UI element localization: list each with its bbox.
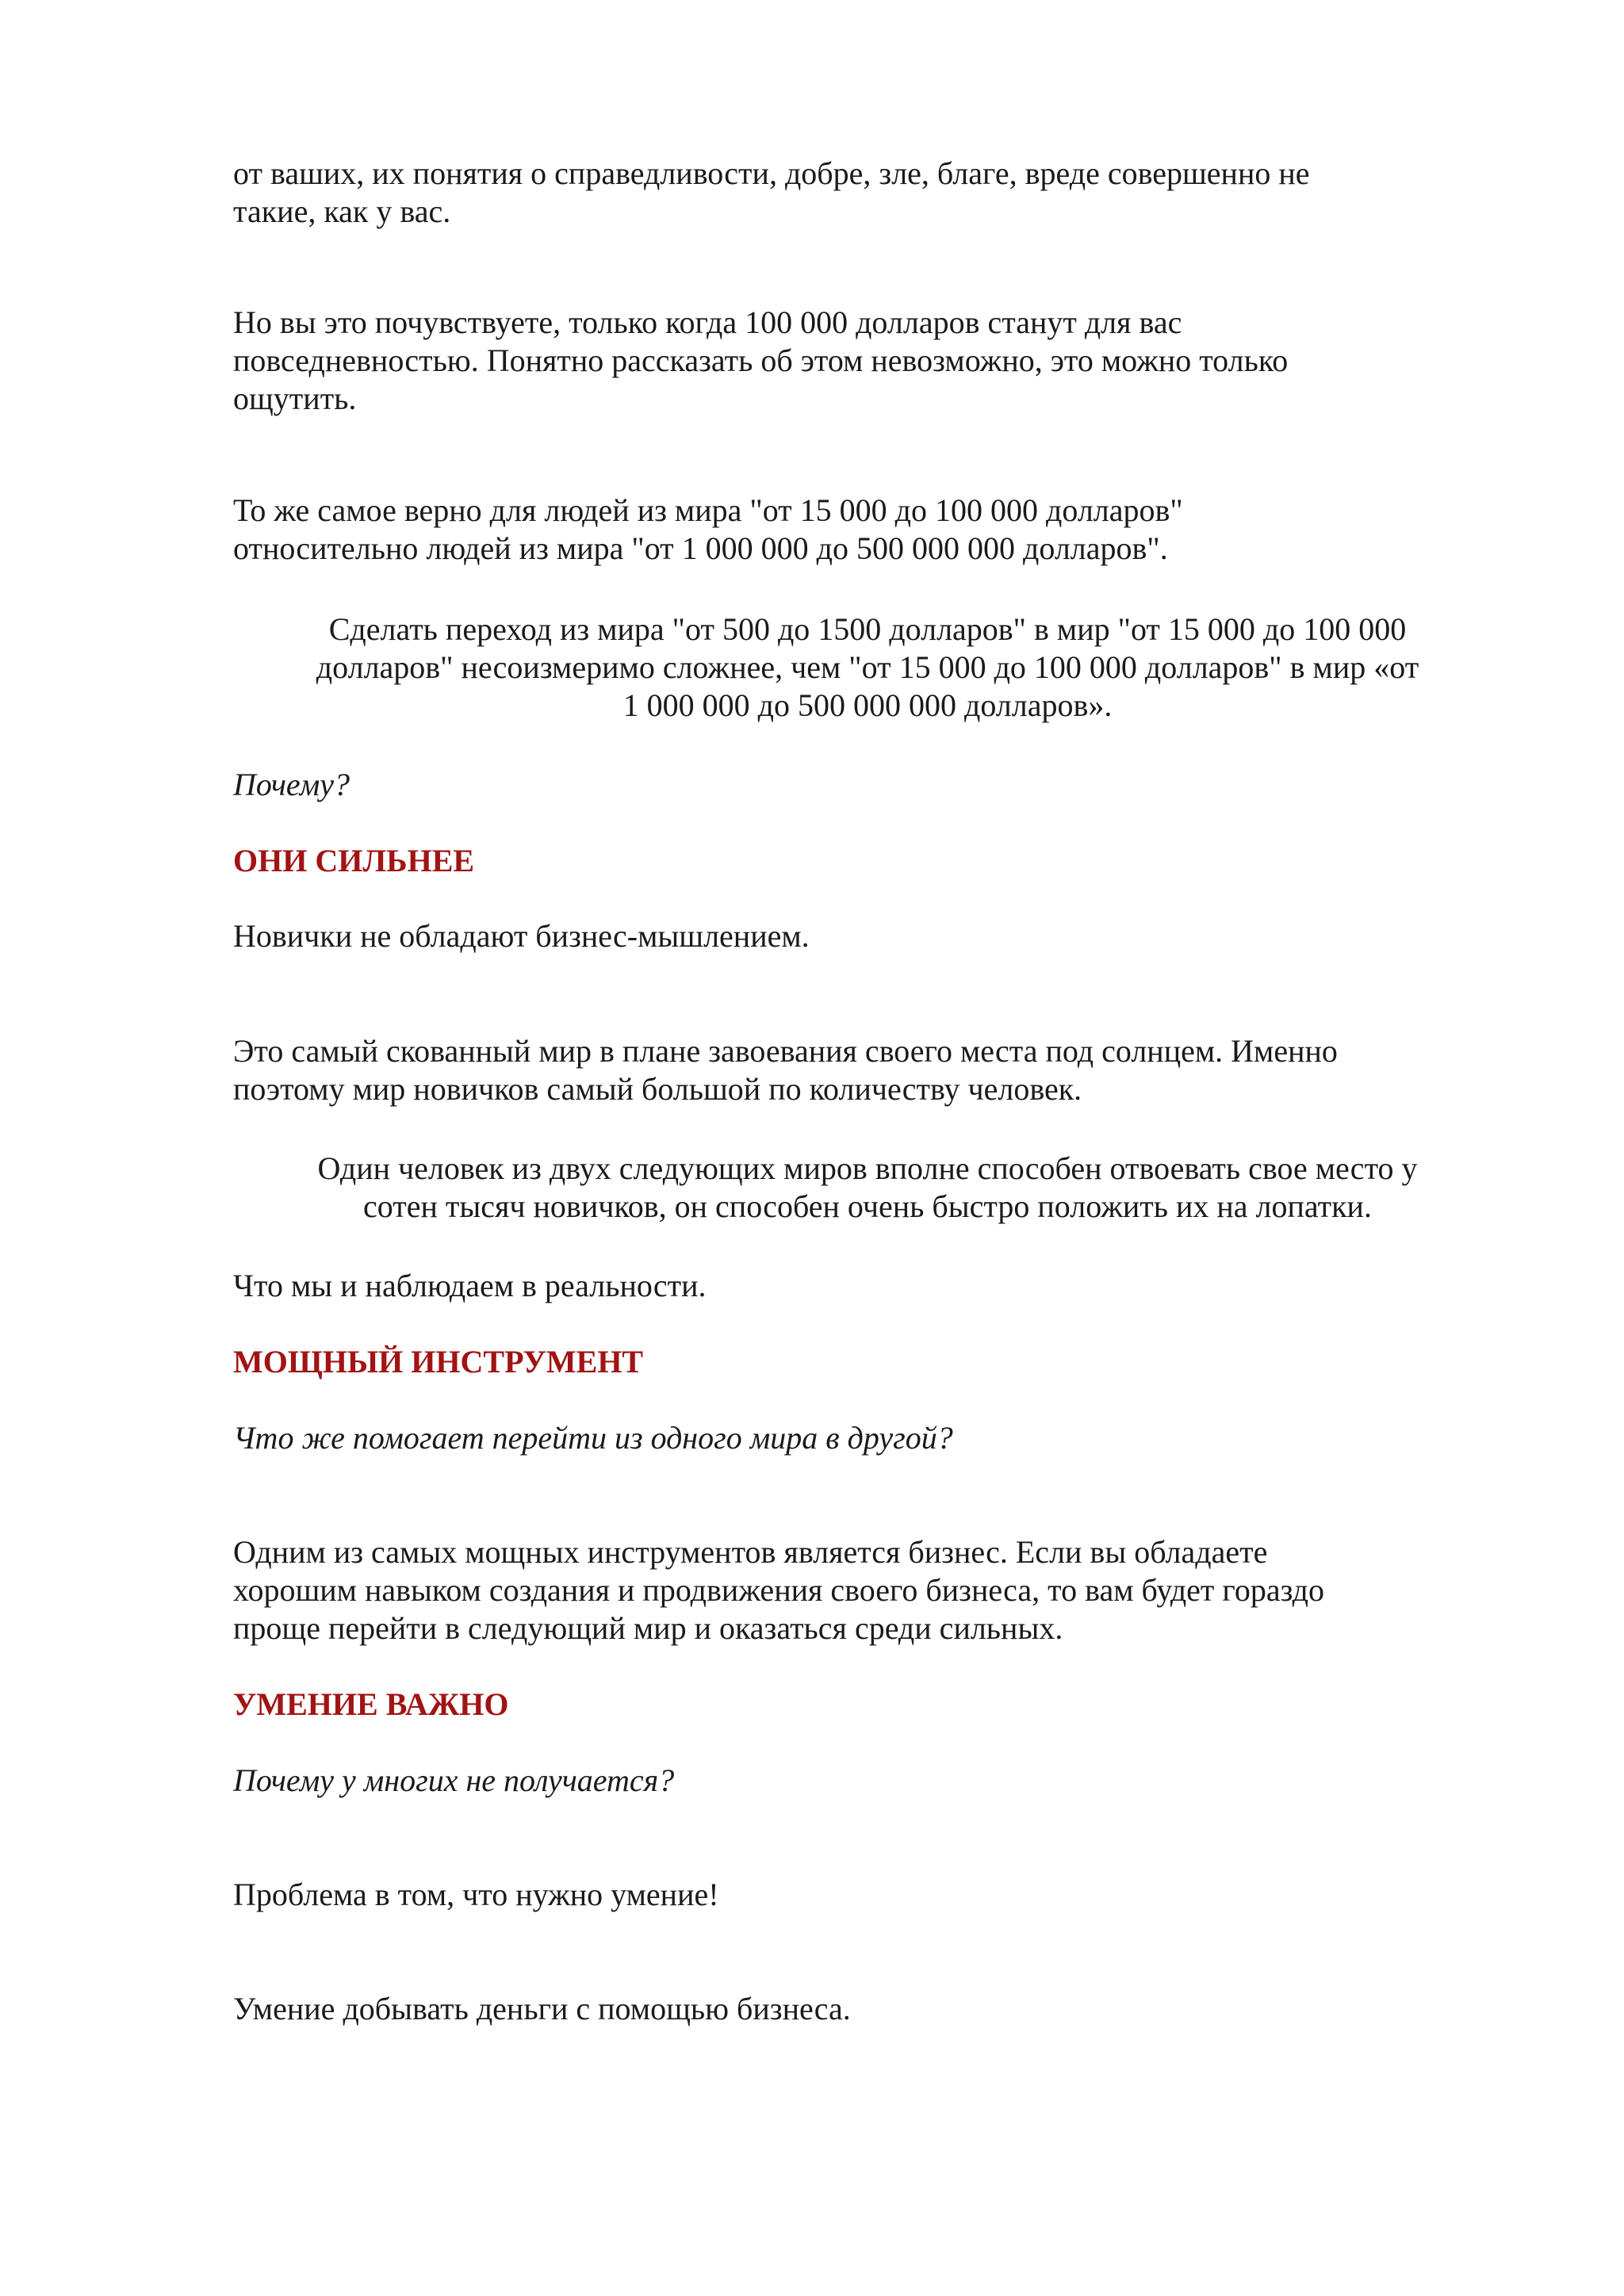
paragraph-4-centered [233, 610, 1502, 725]
paragraph-4-line-2: долларов" несоизмеримо сложнее, чем "от 15 000 до 100 000 долларов" в мир «от [316, 649, 1419, 685]
paragraph-5: Новички не обладают бизнес-мышлением. [233, 918, 810, 954]
paragraph-7-line-2: сотен тысяч новичков, он способен очень быстро положить их на лопатки. [363, 1188, 1372, 1224]
paragraph-6 [233, 1032, 1502, 1108]
paragraph-4-line-3: 1 000 000 до 500 000 000 долларов». [622, 687, 1113, 723]
paragraph-1-line-2: такие, как у вас. [233, 193, 451, 229]
paragraph-9-line-1: Одним из самых мощных инструментов является бизнес. Если вы обладаете [233, 1534, 1268, 1570]
paragraph-8: Что мы и наблюдаем в реальности. [233, 1268, 707, 1303]
heading-2: МОЩНЫЙ ИНСТРУМЕНТ [233, 1344, 644, 1380]
heading-3: УМЕНИЕ ВАЖНО [233, 1686, 509, 1722]
paragraph-9-line-3: проще перейти в следующий мир и оказаться среди сильных. [233, 1610, 1063, 1646]
paragraph-7-centered [233, 1150, 1502, 1226]
question-3: Почему у многих не получается? [233, 1762, 675, 1798]
paragraph-2-line-3: ощутить. [233, 381, 357, 416]
paragraph-7-line-1: Один человек из двух следующих миров вполне способен отвоевать свое место у [317, 1150, 1418, 1186]
paragraph-1-line-1: от ваших, их понятия о справедливости, добре, зле, благе, вреде совершенно не [233, 155, 1310, 191]
paragraph-9 [233, 1533, 1502, 1647]
paragraph-3-line-1: То же самое верно для людей из мира "от 15 000 до 100 000 долларов" [233, 492, 1183, 528]
paragraph-2 [233, 304, 1502, 418]
paragraph-11: Умение добывать деньги с помощью бизнеса. [233, 1991, 851, 2026]
paragraph-9-line-2: хорошим навыком создания и продвижения своего бизнеса, то вам будет гораздо [233, 1572, 1324, 1608]
paragraph-6-line-2: поэтому мир новичков самый большой по количеству человек. [233, 1071, 1082, 1107]
paragraph-10: Проблема в том, что нужно умение! [233, 1877, 719, 1912]
paragraph-3-line-2: относительно людей из мира "от 1 000 000 до 500 000 000 долларов". [233, 530, 1168, 566]
paragraph-2-line-2: повседневностью. Понятно рассказать об этом невозможно, это можно только [233, 342, 1289, 378]
question-2: Что же помогает перейти из одного мира в другой? [233, 1420, 953, 1456]
paragraph-2-line-1: Но вы это почувствуете, только когда 100 000 долларов станут для вас [233, 304, 1182, 340]
paragraph-1 [233, 155, 1502, 231]
heading-1: ОНИ СИЛЬНЕЕ [233, 843, 475, 878]
paragraph-3 [233, 492, 1502, 568]
paragraph-4-line-1: Сделать переход из мира "от 500 до 1500 долларов" в мир "от 15 000 до 100 000 [328, 611, 1407, 647]
paragraph-6-line-1: Это самый скованный мир в плане завоевания своего места под солнцем. Именно [233, 1033, 1338, 1069]
question-1: Почему? [233, 767, 350, 802]
